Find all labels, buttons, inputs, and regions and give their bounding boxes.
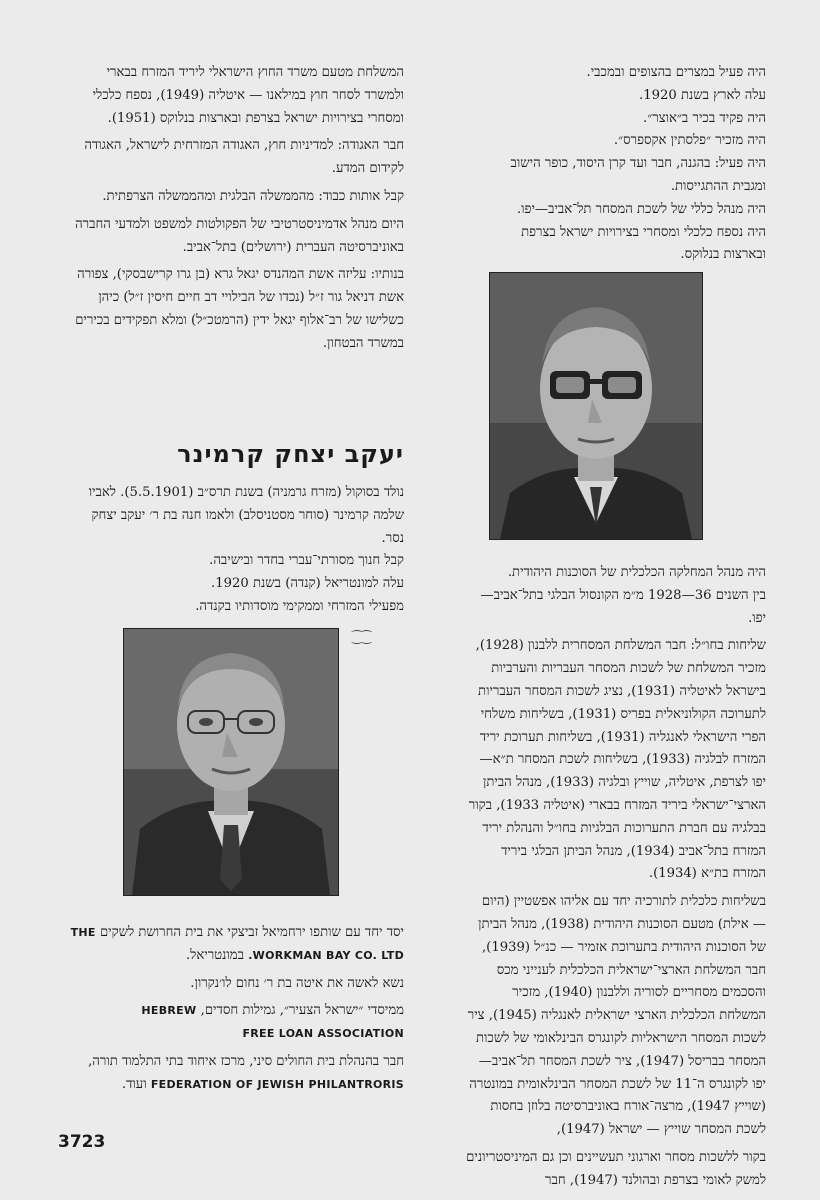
paragraph: נולד בסוקול (מזרח גרמניה) בשנת תרס״ב (5.5.1901). לאביו שלמה קרמינר (סוחר מסטניסלב) ולאמו חנה בת ר׳ יעקב יצחק נסר. — [88, 485, 404, 546]
paragraph — [66, 1000, 404, 1046]
paragraph: היה פעיל במצרים בהצופים ובמכבי. — [586, 65, 766, 80]
paragraph — [66, 1051, 404, 1097]
paragraph: בנותיו: עליזה אשת המהנדס יגאל גרא (בן גרו קרישבסקי), צפורה אשת דניאל גור ז״ל (נכדו של הבילויי דב חיים חיסין ז״ל) כיהן כשלישו של רב־אלוף יגאל ידין (הרמטכ״ל) ומלא תפקידים בכירים במשרד הבטחון. — [75, 267, 404, 351]
paragraph: בקור ללשכות מסחר וארגוני תעשיינים וכן גם המיניסטריונים למשק לאומי בצרפת ובהולנד (1947), חבר — [466, 1149, 766, 1188]
paragraph: קבל חנוך מסורתי־עברי בחדר ובישיבה. — [209, 553, 404, 569]
org-name-en: PHILANTRORIS — [308, 1077, 404, 1091]
org-name-en: HEBREW — [141, 1004, 197, 1018]
paragraph: עלה למונטריאל (קנדה) בשנת 1920. — [211, 576, 404, 592]
paragraph: שליחות בחו״ל: חבר המשלחת המסחרית ללבנון (1928), מזכיר המשלחת של לשכות המסחר העבריות והערביות בישראל לאיטליה (1931), נציג לשכות המסחר העבריות לתערוכה הקולוניאלית בפריס (1931), בשליחות משלחי הפרי הישראלי לאנגליה (1931), בשליחות תערוכת יריד המזרח לבלגיה (1933), בשליחות לשכת המסחר ת״א—יפו לצרפת, איטליה, שוייץ ובלגיה (1933), מנהל הביתן הארצי־ישראלי ביריד המזרח בבארי (איטליה 1933), בקור בבלגיה עם חברת התערוכות הבלגיות בחו״ל והנהלת יריד המזרח בתל־אביב (1934), מנהל הביתן הבלגי ביריד המזרח בת״א (1934). — [468, 638, 766, 882]
paragraph: היה פקיד בכיר ב״אוצר״. — [643, 110, 766, 126]
right-column-top — [478, 62, 766, 267]
paragraph: היה מנהל המחלקה הכלכלית של הסוכנות היהודית. — [507, 565, 766, 580]
company-name-en: THE WORKMAN BAY CO. LTD. — [70, 926, 404, 962]
text-span: ממיסדי ״ישראל הצעיר״, גמילות חסדים, — [200, 1003, 404, 1019]
portrait-photo-2 — [123, 628, 339, 896]
paragraph: היה פעיל: בהגנה, חבר ועד קרן היסוד, כופר הישוב ומגבית ההתגייסות. — [510, 156, 766, 194]
paragraph: המשלחת מטעם משרד החוץ הישראלי ליריד המזרח בבארי ולמשרד לסחר חוץ במילאנו — איטליה (1949), נספח כלכלי ומסחרי בצירויות ישראל בצרפת ובארצות בנלוקס (1951). — [92, 65, 404, 126]
paragraph — [66, 922, 404, 968]
text-span: במונטריאל. — [185, 947, 244, 963]
right-column-bottom — [466, 562, 766, 1193]
person-heading: יעקב יצחק קרמינר — [177, 440, 404, 468]
paragraph: בשליחות כלכלית לתורכיה יחד עם אליהו אפשטיין (היום — אילת) מטעם הסוכנות היהודית (1938), מנהל הביתן של הסוכנות היהודית בתערוכת אזמיר — כנ״ל (1939), חבר המשלחת הארצי־ישראלית הכלכלית לענייני מכס והסכמים מסחריים לסוריה וללבנון (1940), מזכיר המשלחת הכלכלית הארצי ישראלית לאנגליה (1945), ציר לשכות המסחר הישראליות לקונגרס הבינלאומי של לשכות המסחר בבריסל (1947), ציר לשכת המסחר תל־אביב—יפו לקונגרס ה־11 של לשכת המסחר הבינלאומית במונטרה (שוייץ 1947), מרצה־אורח באוניברסיטה בלוזן בחסות לשכת המסחר שוייץ — ישראל (1947), — [467, 894, 766, 1138]
paragraph: היה מנהל כללי של לשכת המסחר תל־אביב—יפו. — [516, 201, 766, 217]
paragraph: חבר האגודה: למדיניות חוץ, האגודה המזרחית לישראל, האגודה לקידום המדע. — [84, 138, 404, 177]
portrait-photo-1 — [489, 272, 703, 540]
left-column-bottom — [66, 922, 404, 1102]
margin-mark: ⁐⁐ — [352, 630, 372, 644]
paragraph: היה נספח כלכלי ומסחרי בצירויות ישראל בצרפת ובארצות בנלוקס. — [521, 224, 766, 263]
text-span: ועוד. — [121, 1076, 147, 1092]
left-column-middle — [66, 482, 404, 619]
page-number: 3723 — [58, 1132, 106, 1152]
paragraph: עלה לארץ בשנת 1920. — [638, 87, 766, 103]
paragraph: בין השנים 36—1928 מ״מ הקונסול הבלגי בתל־אביב—יפו. — [480, 587, 766, 626]
org-name-en: FEDERATION OF JEWISH — [150, 1077, 305, 1091]
portrait-man-tie-image — [124, 629, 338, 895]
paragraph: קבל אותות כבוד: מהממשלה הבלגית ומהממשלה הצרפתית. — [102, 188, 404, 204]
portrait-man-glasses-image — [490, 273, 702, 539]
org-name-en: FREE LOAN ASSOCIATION — [242, 1027, 404, 1041]
text-span: חבר בהנהלת בית החולים סיני, מרכז איחוד בתי התלמוד תורה, — [88, 1053, 404, 1069]
text-span: יסד יחד עם שותפו ירחמיאל זביצקי את בית החרושת לשקים — [99, 925, 404, 940]
paragraph: נשא לאשה את איטה בת ר׳ נחום לו׳נקרון. — [190, 975, 404, 991]
paragraph: מפעילי המזרחי וממקימי מוסדותיו בקנדה. — [195, 598, 404, 614]
paragraph: היה מזכיר ״פלסתין אקספרס״. — [613, 133, 766, 149]
left-column-top — [66, 62, 404, 361]
paragraph: היום מנהל אדמיניסטרטיבי של הפקולטות למשפט ולמדעי החברה באוניברסיטה העברית (ירושלים) בתל־אביב. — [75, 216, 404, 255]
